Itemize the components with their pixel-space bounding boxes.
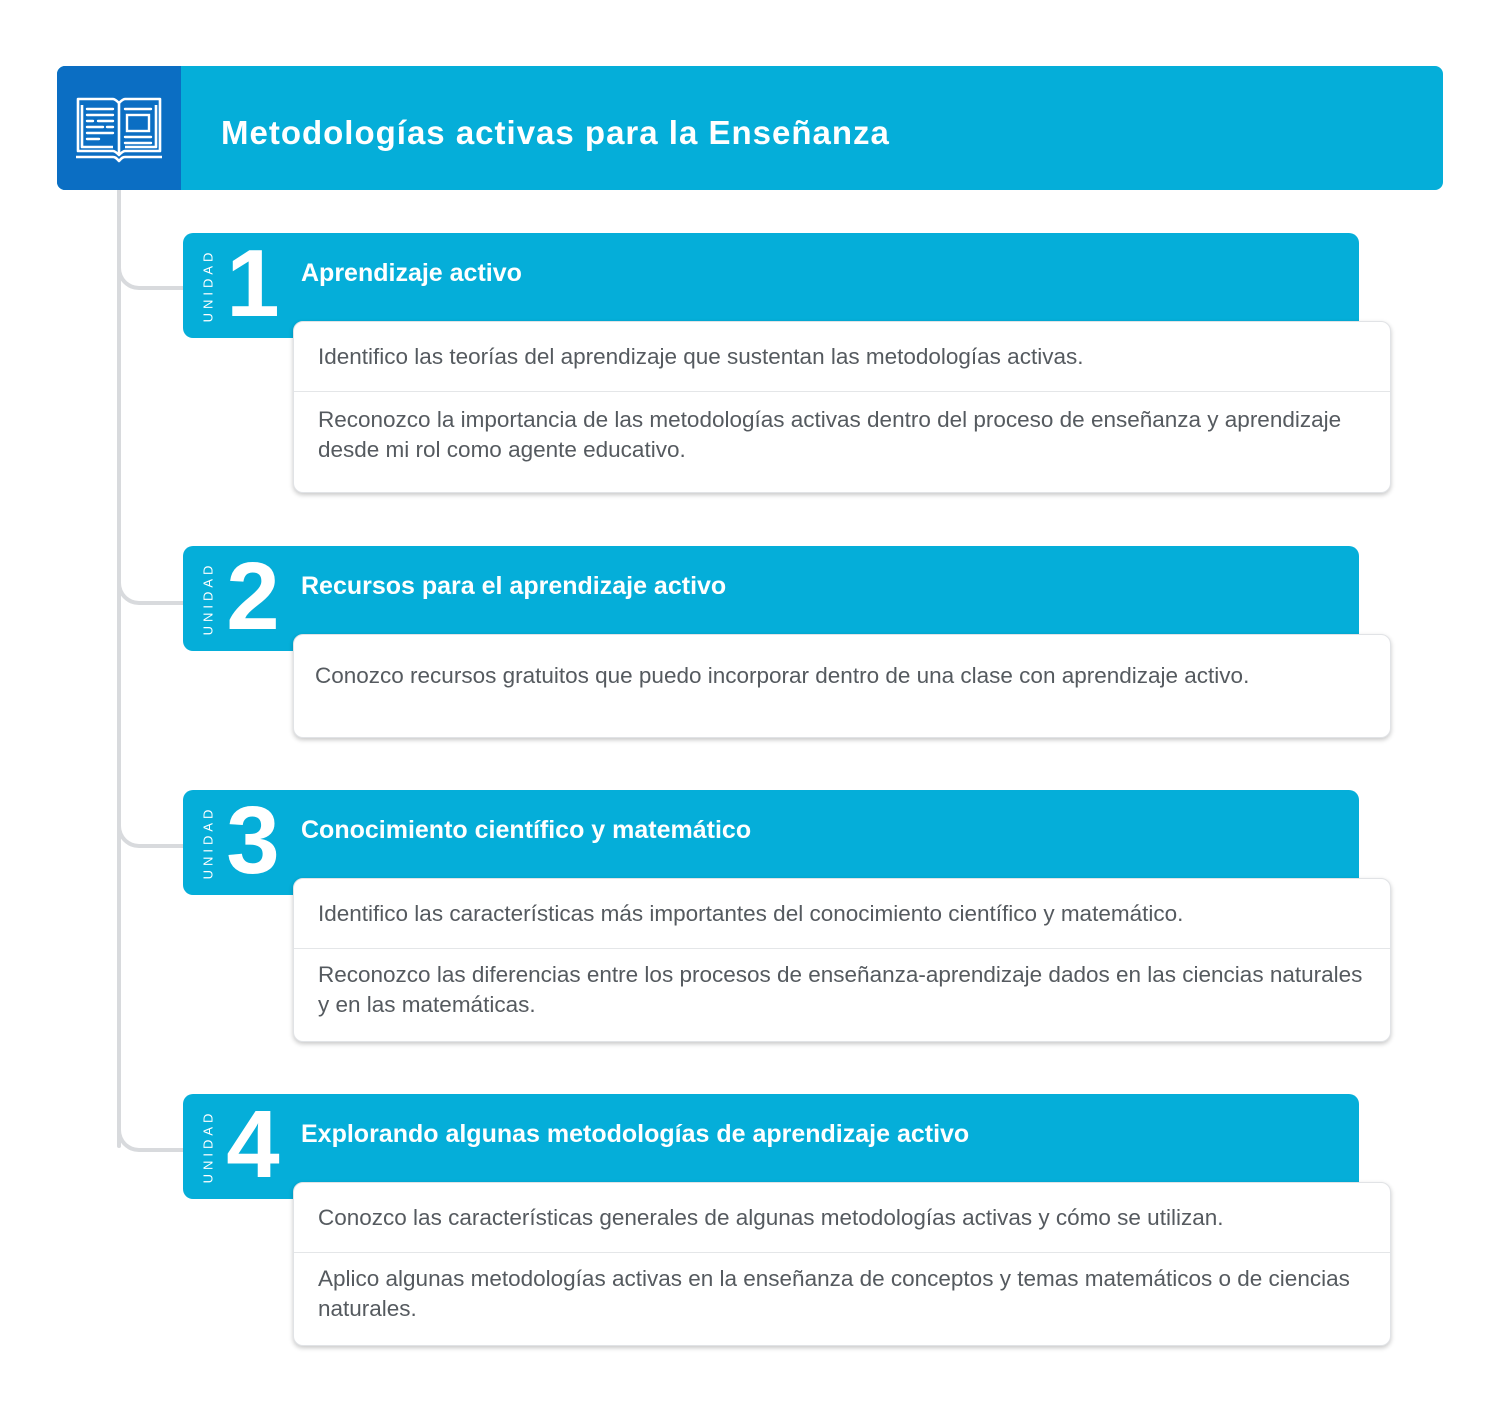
header-icon-box (57, 66, 181, 190)
tree-connector-trunk (117, 190, 121, 1148)
outcomes-card (293, 321, 1391, 493)
unit-title: Recursos para el aprendizaje activo (301, 572, 727, 600)
outcome-item: Identifico las teorías del aprendizaje que sustentan las metodologías activas. (318, 343, 1084, 369)
outcome-item: Aplico algunas metodologías activas en la enseñanza de conceptos y temas matemáticos o de ciencias naturales. (294, 1252, 1390, 1345)
course-header (57, 66, 1443, 190)
unit-title: Explorando algunas metodologías de aprendizaje activo (301, 1120, 970, 1148)
unit-number: 4 (226, 1091, 280, 1198)
unit-title: Conocimiento científico y matemático (301, 816, 752, 844)
page-title: Metodologías activas para la Enseñanza (221, 114, 890, 151)
open-book-icon (73, 91, 165, 165)
unit-label: UNIDAD (200, 805, 216, 880)
unit-number: 1 (226, 230, 280, 337)
outcome-item: Reconozco las diferencias entre los procesos de enseñanza-aprendizaje dados en las ciencias naturales y en las matemáticas. (294, 948, 1390, 1041)
outcomes-card (293, 878, 1391, 1042)
outcome-item: Reconozco la importancia de las metodologías activas dentro del proceso de enseñanza y aprendizaje desde mi rol como agente educativo. (294, 391, 1390, 492)
tree-connector-branch-4 (117, 1052, 183, 1152)
unit-number: 3 (226, 787, 280, 894)
tree-connector-branch-3 (117, 748, 183, 848)
tree-connector-branch-1 (117, 190, 183, 290)
unit-label: UNIDAD (200, 561, 216, 636)
unit-number: 2 (226, 543, 280, 650)
unit-title: Aprendizaje activo (301, 259, 522, 287)
outcome-item: Identifico las características más importantes del conocimiento científico y matemático. (318, 900, 1184, 926)
outcome-item: Conozco recursos gratuitos que puedo incorporar dentro de una clase con aprendizaje activo. (315, 663, 1250, 688)
unit-label: UNIDAD (200, 1109, 216, 1184)
outcomes-card (293, 634, 1391, 738)
tree-connector-branch-2 (117, 505, 183, 605)
outcome-item: Conozco las características generales de algunas metodologías activas y cómo se utilizan. (318, 1204, 1224, 1230)
unit-label: UNIDAD (200, 248, 216, 323)
outcomes-card (293, 1182, 1391, 1346)
